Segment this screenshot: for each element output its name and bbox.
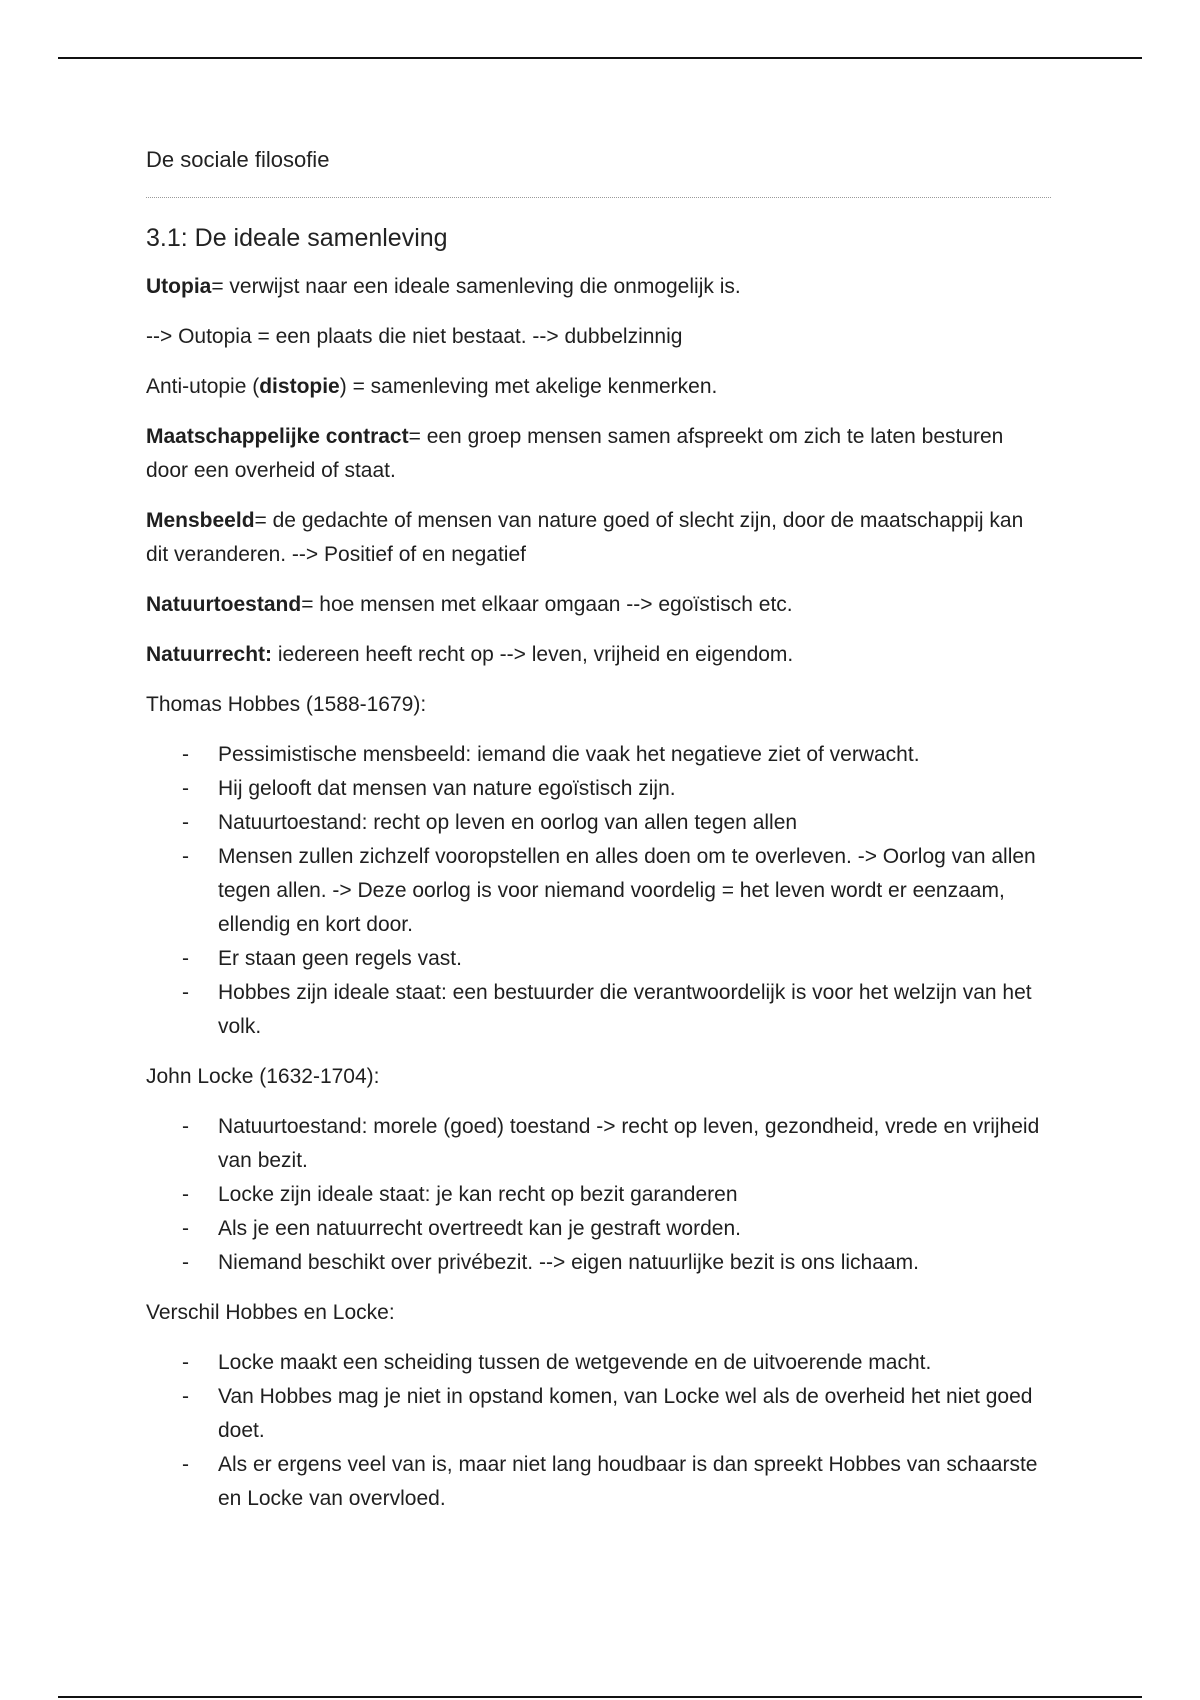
- definition-outopia-text: --> Outopia = een plaats die niet bestaat. --> dubbelzinnig: [146, 325, 683, 348]
- list-item-text: Niemand beschikt over privébezit. --> eigen natuurlijke bezit is ons lichaam.: [218, 1251, 919, 1274]
- bullet-dash: -: [182, 1115, 189, 1138]
- bullet-dash: -: [182, 777, 189, 800]
- definition-distopie: [146, 370, 1051, 404]
- locke-list: [146, 1110, 1051, 1280]
- list-item: [146, 1448, 1051, 1516]
- list-item: [146, 1380, 1051, 1448]
- list-item: [146, 772, 1051, 806]
- definition-contract-text: = een groep mensen samen afspreekt om zich te laten besturen door een overheid of staat.: [146, 425, 1004, 482]
- bullet-dash: -: [182, 845, 189, 868]
- list-item: [146, 1110, 1051, 1178]
- bullet-dash: -: [182, 1217, 189, 1240]
- term-utopia: Utopia: [146, 275, 212, 298]
- definition-natuurtoestand-text: = hoe mensen met elkaar omgaan --> egoïstisch etc.: [301, 593, 793, 616]
- bullet-dash: -: [182, 981, 189, 1004]
- list-item-text: Mensen zullen zichzelf vooropstellen en alles doen om te overleven. -> Oorlog van allen tegen allen. -> Deze oorlog is voor niemand voordelig = het leven wordt er eenzaam, ellendig en kort door.: [218, 845, 1036, 936]
- list-item-text: Locke maakt een scheiding tussen de wetgevende en de uitvoerende macht.: [218, 1351, 932, 1374]
- list-item: [146, 1212, 1051, 1246]
- list-item-text: Locke zijn ideale staat: je kan recht op bezit garanderen: [218, 1183, 738, 1206]
- bullet-dash: -: [182, 947, 189, 970]
- bullet-dash: -: [182, 743, 189, 766]
- list-item: [146, 840, 1051, 942]
- locke-heading: John Locke (1632-1704):: [146, 1065, 380, 1088]
- definition-utopia-text: = verwijst naar een ideale samenleving die onmogelijk is.: [211, 275, 741, 298]
- bullet-dash: -: [182, 1183, 189, 1206]
- list-item: [146, 1346, 1051, 1380]
- list-item-text: Als er ergens veel van is, maar niet lang houdbaar is dan spreekt Hobbes van schaarste en Locke van overvloed.: [218, 1453, 1038, 1510]
- document-page: [146, 146, 1051, 1532]
- list-item: [146, 806, 1051, 840]
- title-divider: [146, 197, 1051, 198]
- term-natuurtoestand: Natuurtoestand: [146, 593, 302, 616]
- verschil-heading: Verschil Hobbes en Locke:: [146, 1301, 395, 1324]
- page-bottom-rule: [58, 1696, 1142, 1698]
- term-mensbeeld: Mensbeeld: [146, 509, 255, 532]
- bullet-dash: -: [182, 1453, 189, 1476]
- list-item-text: Hobbes zijn ideale staat: een bestuurder die verantwoordelijk is voor het welzijn van het volk.: [218, 981, 1032, 1038]
- term-distopie: distopie: [259, 375, 340, 398]
- bullet-dash: -: [182, 1251, 189, 1274]
- list-item: [146, 976, 1051, 1044]
- verschil-list: [146, 1346, 1051, 1516]
- definition-contract: [146, 420, 1051, 488]
- term-contract: Maatschappelijke contract: [146, 425, 409, 448]
- bullet-dash: -: [182, 1351, 189, 1374]
- list-item-text: Pessimistische mensbeeld: iemand die vaak het negatieve ziet of verwacht.: [218, 743, 920, 766]
- list-item-text: Van Hobbes mag je niet in opstand komen, van Locke wel als de overheid het niet goed doet.: [218, 1385, 1033, 1442]
- bullet-dash: -: [182, 1385, 189, 1408]
- list-item: [146, 1246, 1051, 1280]
- bullet-dash: -: [182, 811, 189, 834]
- definition-utopia: [146, 270, 1051, 304]
- definition-distopie-pre: Anti-utopie (: [146, 375, 260, 398]
- list-item: [146, 738, 1051, 772]
- list-item-text: Hij gelooft dat mensen van nature egoïstisch zijn.: [218, 777, 676, 800]
- list-item-text: Natuurtoestand: recht op leven en oorlog van allen tegen allen: [218, 811, 798, 834]
- list-item-text: Natuurtoestand: morele (goed) toestand -> recht op leven, gezondheid, vrede en vrijheid van bezit.: [218, 1115, 1040, 1172]
- definition-distopie-text: ) = samenleving met akelige kenmerken.: [339, 375, 718, 398]
- definition-natuurrecht: [146, 638, 1051, 672]
- hobbes-heading: Thomas Hobbes (1588-1679):: [146, 693, 427, 716]
- hobbes-list: [146, 738, 1051, 1044]
- definitions: [146, 270, 1051, 672]
- section-heading: 3.1: De ideale samenleving: [146, 224, 448, 252]
- list-item-text: Als je een natuurrecht overtreedt kan je gestraft worden.: [218, 1217, 741, 1240]
- document-title: De sociale filosofie: [146, 147, 330, 172]
- list-item-text: Er staan geen regels vast.: [218, 947, 462, 970]
- definition-natuurtoestand: [146, 588, 1051, 622]
- list-item: [146, 942, 1051, 976]
- definition-mensbeeld-text: = de gedachte of mensen van nature goed of slecht zijn, door de maatschappij kan dit veranderen. --> Positief of en negatief: [146, 509, 1024, 566]
- list-item: [146, 1178, 1051, 1212]
- page-top-rule: [58, 57, 1142, 59]
- definition-outopia: [146, 320, 1051, 354]
- definition-natuurrecht-text: iedereen heeft recht op --> leven, vrijheid en eigendom.: [272, 643, 794, 666]
- definition-mensbeeld: [146, 504, 1051, 572]
- term-natuurrecht: Natuurrecht:: [146, 643, 273, 666]
